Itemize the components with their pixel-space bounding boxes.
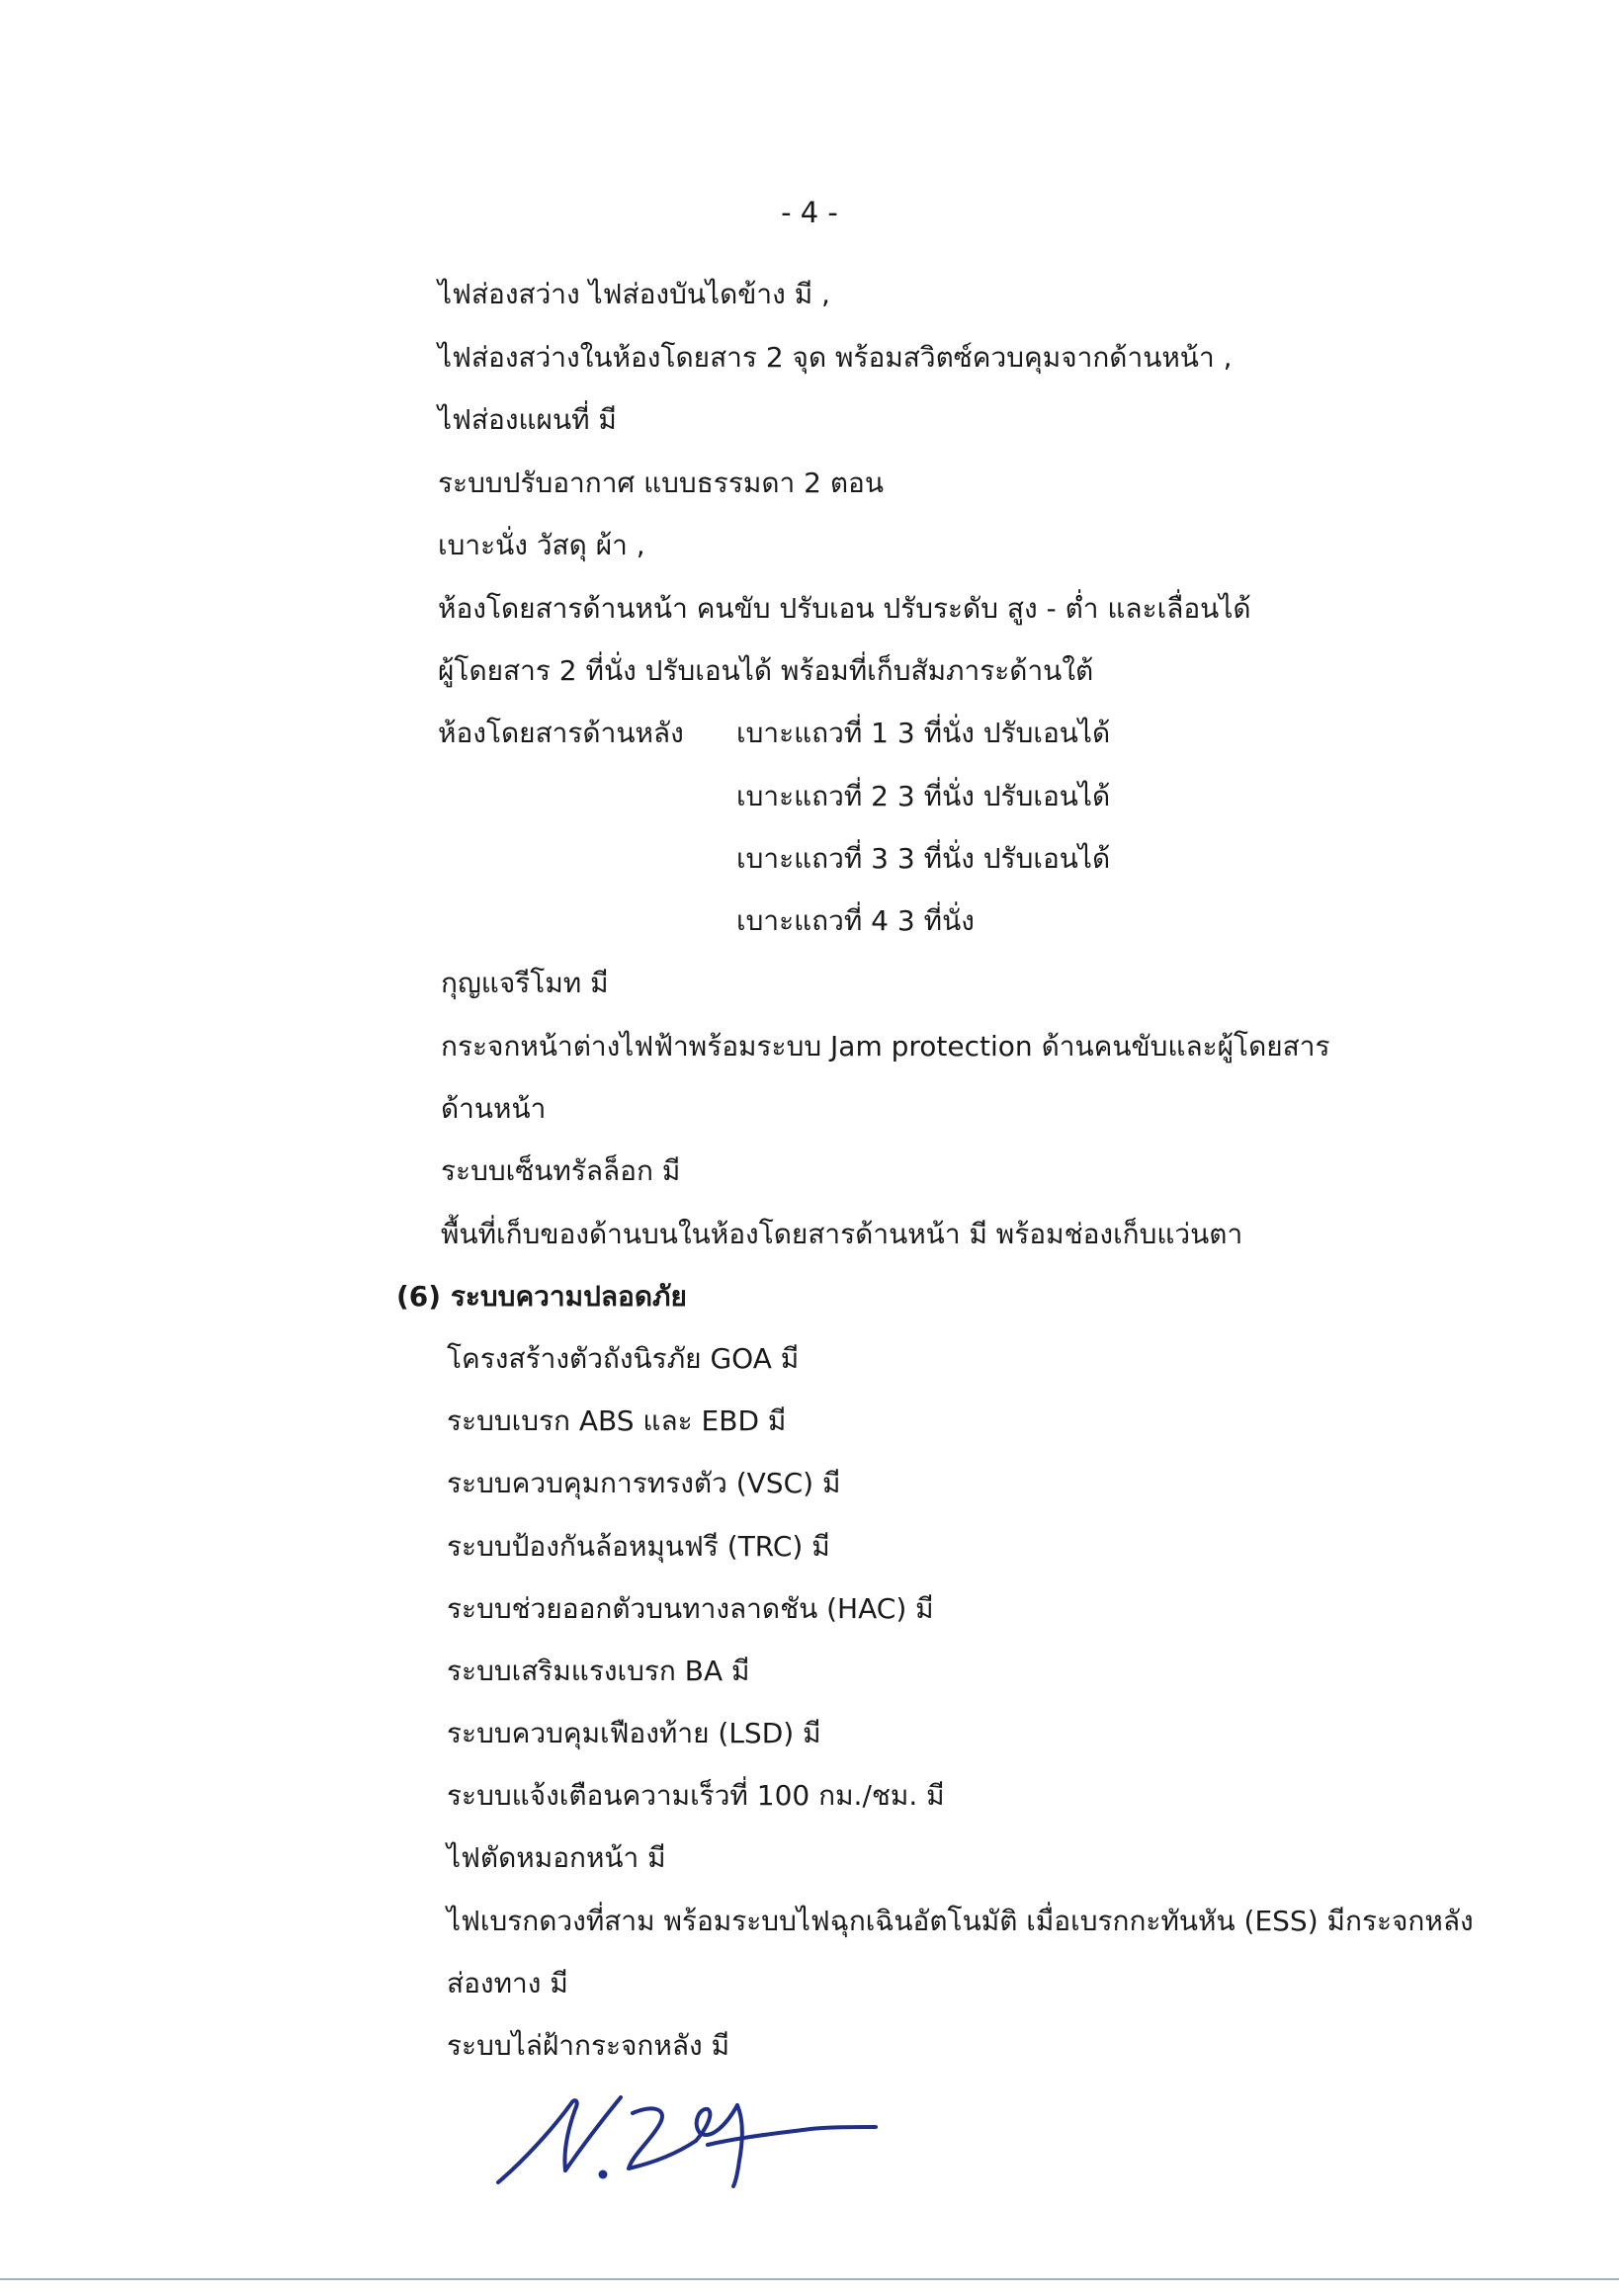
line-goa-body: โครงสร้างตัวถังนิรภัย GOA มี <box>447 1342 800 1375</box>
line-abs-ebd: ระบบเบรก ABS และ EBD มี <box>447 1404 787 1437</box>
line-fog-lamp: ไฟตัดหมอกหน้า มี <box>447 1841 666 1874</box>
line-rear-cabin-label: ห้องโดยสารด้านหลัง <box>438 717 684 749</box>
line-third-brake-light: ไฟเบรกดวงที่สาม พร้อมระบบไฟฉุกเฉินอัตโนมัติ เมื่อเบรกกะทันหัน (ESS) มีกระจกหลัง <box>447 1905 1474 1937</box>
line-seat-row-4: เบาะแถวที่ 4 3 ที่นั่ง <box>736 904 975 937</box>
line-seat-row-2: เบาะแถวที่ 2 3 ที่นั่ง ปรับเอนได้ <box>736 780 1111 812</box>
section-heading-safety: (6) ระบบความปลอดภัย <box>396 1280 687 1313</box>
line-front-cabin-driver: ห้องโดยสารด้านหน้า คนขับ ปรับเอน ปรับระดับ สูง - ต่ำ และเลื่อนได้ <box>438 592 1251 625</box>
line-cabin-lights: ไฟส่องสว่างในห้องโดยสาร 2 จุด พร้อมสวิตซ์ควบคุมจากด้านหน้า , <box>438 341 1233 374</box>
line-lsd: ระบบควบคุมเฟืองท้าย (LSD) มี <box>447 1717 821 1749</box>
line-seat-row-1: เบาะแถวที่ 1 3 ที่นั่ง ปรับเอนได้ <box>736 717 1111 749</box>
line-speed-alert: ระบบแจ้งเตือนความเร็วที่ 100 กม./ชม. มี <box>447 1779 945 1812</box>
line-ba: ระบบเสริมแรงเบรก BA มี <box>447 1655 750 1687</box>
line-vsc: ระบบควบคุมการทรงตัว (VSC) มี <box>447 1467 841 1499</box>
line-overhead-storage: พื้นที่เก็บของด้านบนในห้องโดยสารด้านหน้า มี พร้อมช่องเก็บแว่นตา <box>441 1218 1243 1250</box>
line-central-lock: ระบบเซ็นทรัลล็อก มี <box>441 1154 681 1187</box>
line-lighting: ไฟส่องสว่าง ไฟส่องบันไดข้าง มี , <box>438 278 830 310</box>
line-seats: เบาะนั่ง วัสดุ ผ้า , <box>438 529 645 561</box>
page-number: - 4 - <box>781 196 838 229</box>
footer-rule <box>0 2278 1619 2280</box>
line-hac: ระบบช่วยออกตัวบนทางลาดชัน (HAC) มี <box>447 1592 934 1625</box>
line-map-light: ไฟส่องแผนที่ มี <box>438 403 617 436</box>
line-power-windows-cont: ด้านหน้า <box>441 1092 547 1125</box>
line-rear-defogger: ระบบไล่ฝ้ากระจกหลัง มี <box>447 2029 730 2062</box>
line-power-windows: กระจกหน้าต่างไฟฟ้าพร้อมระบบ Jam protection ด้านคนขับและผู้โดยสาร <box>441 1030 1330 1063</box>
line-front-passenger: ผู้โดยสาร 2 ที่นั่ง ปรับเอนได้ พร้อมที่เก็บสัมภาระด้านใต้ <box>438 654 1094 687</box>
line-trc: ระบบป้องกันล้อหมุนฟรี (TRC) มี <box>447 1530 830 1563</box>
line-air-conditioning: ระบบปรับอากาศ แบบธรรมดา 2 ตอน <box>438 467 884 499</box>
line-third-brake-light-cont: ส่องทาง มี <box>447 1967 568 1999</box>
signature <box>484 2083 899 2192</box>
line-seat-row-3: เบาะแถวที่ 3 3 ที่นั่ง ปรับเอนได้ <box>736 842 1111 875</box>
line-remote-key: กุญแจรีโมท มี <box>441 967 609 999</box>
